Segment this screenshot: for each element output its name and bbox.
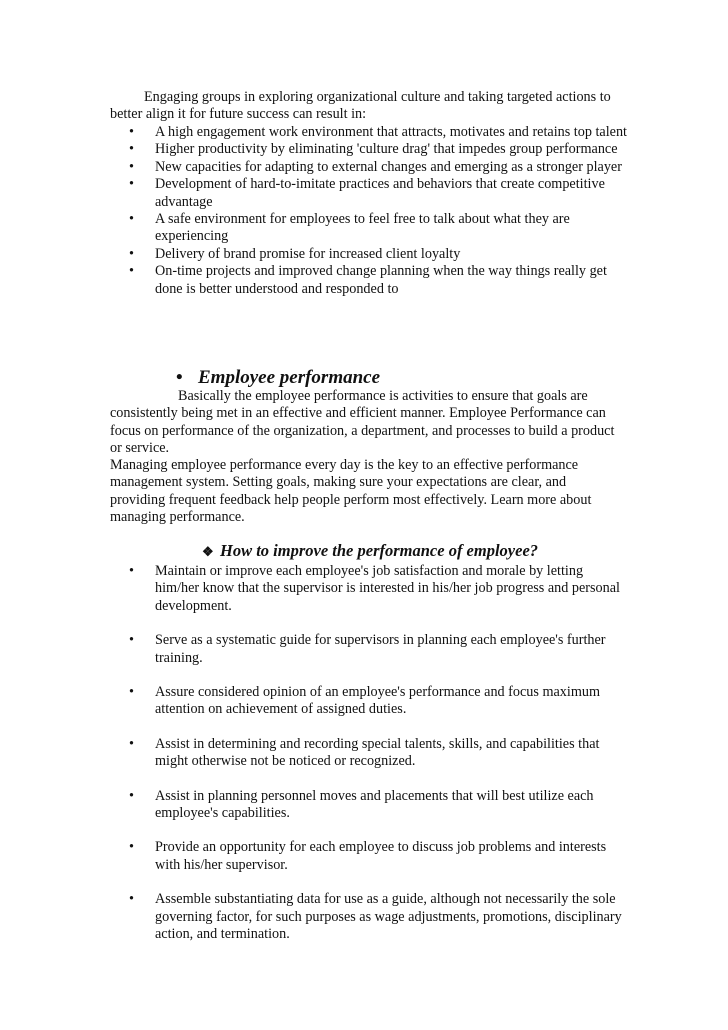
managing-performance-paragraph: Managing employee performance every day is the key to an effective performance management system. Setting goals, making sure your expectations are clear, and providing frequent feedback help people perform most effectively. Learn more about managing performance. [110, 457, 592, 526]
list-item [110, 263, 630, 298]
list-item [110, 563, 630, 615]
intro-paragraph: Engaging groups in exploring organizational culture and taking targeted actions to better align it for future success can result in: [110, 89, 611, 123]
bullet-icon: • [176, 367, 183, 388]
heading-text: How to improve the performance of employee? [220, 541, 539, 560]
list-item-text: On-time projects and improved change planning when the way things really get done is better understood and responded to [155, 263, 607, 297]
list-item-text: Provide an opportunity for each employee to discuss job problems and interests with his/her supervisor. [155, 839, 607, 873]
bullet-icon: • [129, 245, 134, 262]
paragraph-text: Basically the employee performance is activities to ensure that goals are consistently being met in an effective and efficient manner. Employee Performance can focus on performance of the organization, a department, and processes to build a product or service. [110, 388, 615, 457]
list-item-text: Development of hard-to-imitate practices and behaviors that create competitive advantage [155, 176, 605, 210]
bullet-icon: • [129, 563, 134, 579]
list-item-text: A safe environment for employees to feel free to talk about what they are experiencing [155, 211, 570, 245]
list-item-text: Assist in determining and recording special talents, skills, and capabilities that might otherwise not be noticed or recognized. [155, 735, 600, 770]
bullet-icon: • [129, 158, 134, 175]
bullet-icon: • [129, 684, 134, 701]
employee-performance-paragraph [110, 388, 615, 458]
list-item-text: Assemble substantiating data for use as a guide, although not necessarily the sole governing factor, for such purposes as wage adjustments, promotions, disciplinary action, and termination. [155, 891, 622, 943]
list-item-text: Higher productivity by eliminating 'culture drag' that impedes group performance [155, 141, 618, 158]
improve-performance-heading [202, 541, 538, 562]
list-item [110, 632, 630, 667]
bullet-icon: • [129, 787, 134, 804]
bullet-icon: • [129, 263, 134, 280]
bullet-icon: • [129, 141, 134, 158]
list-item-text: A high engagement work environment that attracts, motivates and retains top talent [155, 124, 627, 140]
bullet-icon: • [129, 735, 134, 752]
list-item [110, 159, 630, 176]
list-item-text: Assure considered opinion of an employee's performance and focus maximum attention on achievement of assigned duties. [155, 684, 600, 718]
bullet-icon: • [129, 211, 134, 228]
list-item-text: Maintain or improve each employee's job satisfaction and morale by letting him/her know that the supervisor is interested in his/her job progress and personal development. [155, 563, 620, 614]
list-item [110, 684, 630, 719]
diamond-bullet-icon: ❖ [202, 544, 214, 559]
heading-text: Employee performance [198, 367, 381, 388]
list-item-text: Assist in planning personnel moves and placements that will best utilize each employee's capabilities. [155, 787, 594, 822]
list-item [110, 141, 630, 158]
bullet-icon: • [129, 839, 134, 856]
employee-performance-heading [176, 367, 380, 389]
list-item [110, 736, 630, 771]
list-item-text: Delivery of brand promise for increased client loyalty [155, 245, 461, 262]
bullet-icon: • [129, 891, 134, 908]
list-item [110, 891, 630, 943]
list-item [110, 176, 630, 211]
list-item [110, 839, 630, 874]
culture-results-list [110, 124, 630, 298]
bullet-icon: • [129, 176, 134, 193]
list-item [110, 124, 630, 141]
list-item [110, 211, 630, 246]
bullet-icon: • [129, 632, 134, 649]
list-item-text: Serve as a systematic guide for supervisors in planning each employee's further training. [155, 632, 606, 666]
improvement-list [110, 563, 630, 961]
list-item [110, 788, 630, 823]
list-item [110, 246, 630, 263]
list-item-text: New capacities for adapting to external changes and emerging as a stronger player [155, 158, 622, 175]
bullet-icon: • [129, 124, 134, 140]
